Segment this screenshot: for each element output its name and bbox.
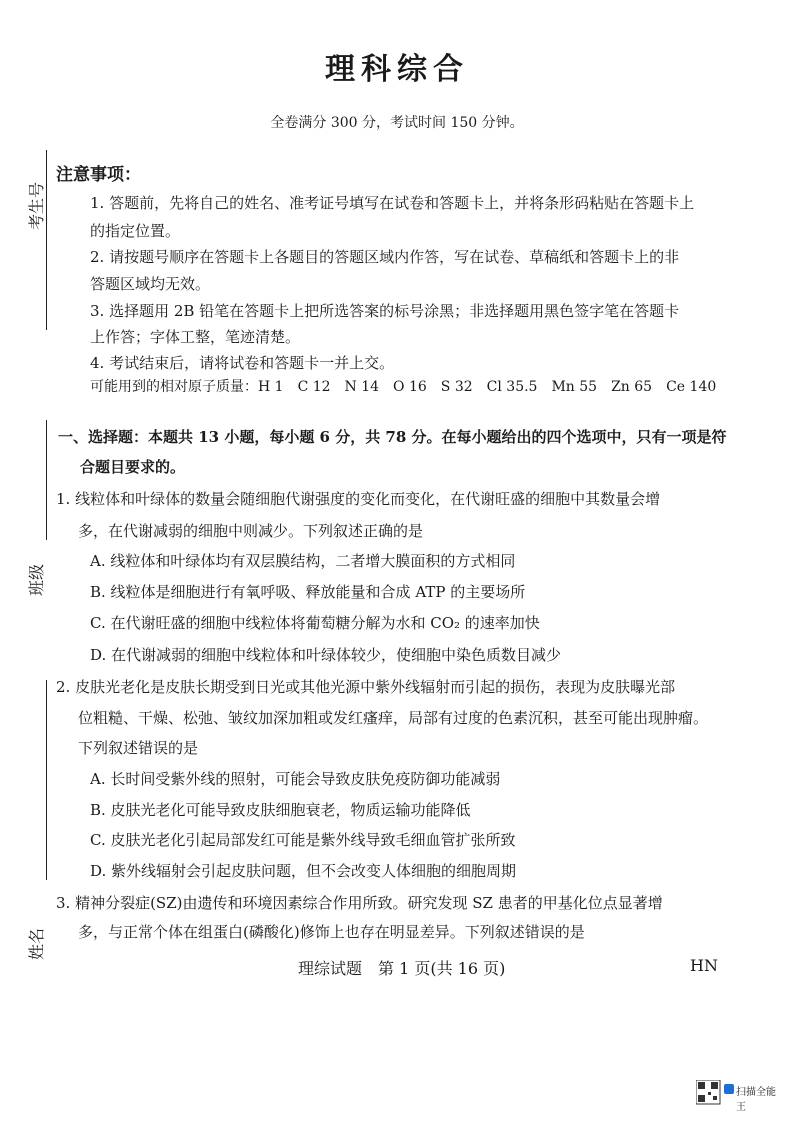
section-heading: 一、选择题：本题共 13 小题，每小题 6 分，共 78 分。在每小题给出的四个选项中，只有一项是符 <box>58 428 727 446</box>
question-2-option-c: C. 皮肤光老化引起局部发红可能是紫外线导致毛细血管扩张所致 <box>90 831 516 849</box>
notice-item: 答题区域均无效。 <box>90 275 211 293</box>
exam-code: HN <box>690 956 718 975</box>
question-1-stem: 1. 线粒体和叶绿体的数量会随细胞代谢强度的变化而变化，在代谢旺盛的细胞中其数量会增 <box>56 490 661 508</box>
question-2-stem: 2. 皮肤光老化是皮肤长期受到日光或其他光源中紫外线辐射而引起的损伤，表现为皮肤曝光部 <box>56 678 676 696</box>
section-heading-cont: 合题目要求的。 <box>80 458 186 476</box>
binding-line-top <box>46 150 47 330</box>
binding-line-low <box>46 680 47 880</box>
notice-item: 的指定位置。 <box>90 222 181 240</box>
question-1-stem: 多，在代谢减弱的细胞中则减少。下列叙述正确的是 <box>78 522 424 540</box>
question-3-stem: 3. 精神分裂症(SZ)由遗传和环境因素综合作用所致。研究发现 SZ 患者的甲基化位点显著增 <box>56 894 663 912</box>
page-footer: 理综试题 第 1 页(共 16 页) <box>298 959 506 978</box>
notice-item: 1. 答题前，先将自己的姓名、准考证号填写在试卷和答题卡上，并将条形码粘贴在答题卡上 <box>90 194 695 212</box>
notice-heading: 注意事项： <box>56 165 141 185</box>
atomic-mass-line: 可能用到的相对原子质量：H 1 C 12 N 14 O 16 S 32 Cl 35.5 Mn 55 Zn 65 Ce 140 <box>90 379 717 395</box>
page-title: 理科综合 <box>325 52 469 87</box>
question-1-option-a: A. 线粒体和叶绿体均有双层膜结构，二者增大膜面积的方式相同 <box>90 552 516 570</box>
question-2-option-b: B. 皮肤光老化可能导致皮肤细胞衰老，物质运输功能降低 <box>90 801 471 819</box>
notice-item: 4. 考试结束后，请将试卷和答题卡一并上交。 <box>90 354 395 372</box>
notice-item: 3. 选择题用 2B 铅笔在答题卡上把所选答案的标号涂黑；非选择题用黑色签字笔在答题卡 <box>90 302 680 320</box>
scanner-watermark <box>696 1080 778 1113</box>
binding-line-mid <box>46 420 47 540</box>
question-1-option-c: C. 在代谢旺盛的细胞中线粒体将葡萄糖分解为水和 CO₂ 的速率加快 <box>90 614 540 632</box>
page-subtitle: 全卷满分 300 分，考试时间 150 分钟。 <box>270 115 524 131</box>
side-label-exam-no: 考生号 <box>27 181 46 230</box>
question-2-option-d: D. 紫外线辐射会引起皮肤问题，但不会改变人体细胞的细胞周期 <box>90 862 517 880</box>
question-1-option-d: D. 在代谢减弱的细胞中线粒体和叶绿体较少，使细胞中染色质数目减少 <box>90 646 562 664</box>
question-1-option-b: B. 线粒体是细胞进行有氧呼吸、释放能量和合成 ATP 的主要场所 <box>90 583 526 601</box>
question-2-stem: 位粗糙、干燥、松弛、皱纹加深加粗或发红瘙痒，局部有过度的色素沉积，甚至可能出现肿瘤。 <box>78 709 709 727</box>
notice-item: 2. 请按题号顺序在答题卡上各题目的答题区域内作答，写在试卷、草稿纸和答题卡上的非 <box>90 248 680 266</box>
side-label-class: 班级 <box>27 563 46 596</box>
scanner-label: 扫描全能王 <box>736 1087 776 1113</box>
question-3-stem: 多，与正常个体在组蛋白(磷酸化)修饰上也存在明显差异。下列叙述错误的是 <box>78 923 585 941</box>
question-2-option-a: A. 长时间受紫外线的照射，可能会导致皮肤免疫防御功能减弱 <box>90 770 501 788</box>
question-2-stem: 下列叙述错误的是 <box>78 739 199 757</box>
notice-item: 上作答；字体工整，笔迹清楚。 <box>90 328 301 346</box>
side-label-name: 姓名 <box>27 927 46 960</box>
